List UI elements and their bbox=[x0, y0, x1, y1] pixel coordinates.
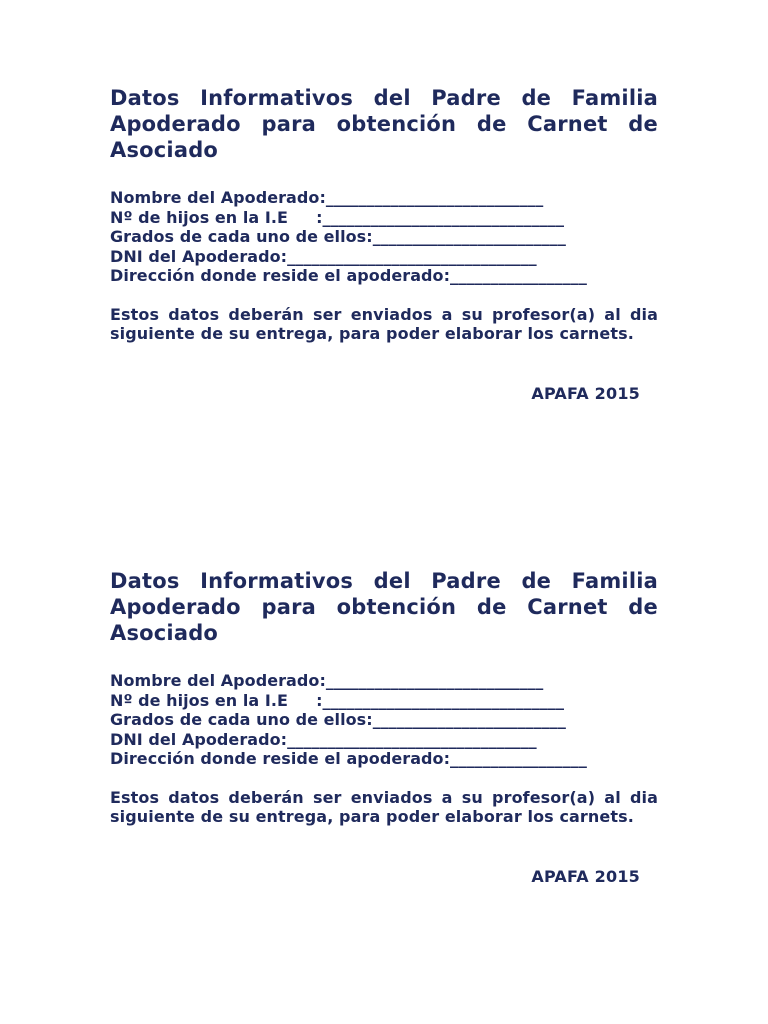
form-title: Datos Informativos del Padre de Familia Apoderado para obtención de Carnet de Asociado bbox=[110, 86, 658, 162]
field-grados: Grados de cada uno de ellos:________________________ bbox=[110, 710, 566, 730]
instructions-note: Estos datos deberán ser enviados a su profesor(a) al dia siguiente de su entrega, para poder elaborar los carnets. bbox=[110, 787, 658, 827]
signature-apafa: APAFA 2015 bbox=[531, 866, 640, 886]
field-nombre-apoderado: Nombre del Apoderado:___________________________ bbox=[110, 671, 544, 690]
field-direccion: Dirección donde reside el apoderado:_________________ bbox=[110, 749, 587, 769]
form-block-1 bbox=[110, 85, 658, 404]
form-title: Datos Informativos del Padre de Familia Apoderado para obtención de Carnet de Asociado bbox=[110, 569, 658, 645]
field-nombre-apoderado: Nombre del Apoderado:___________________________ bbox=[110, 188, 544, 207]
field-numero-hijos: Nº de hijos en la I.E :______________________________ bbox=[110, 207, 565, 227]
form-fields bbox=[110, 671, 658, 769]
field-dni: DNI del Apoderado:_______________________________ bbox=[110, 729, 537, 749]
instructions-note: Estos datos deberán ser enviados a su profesor(a) al dia siguiente de su entrega, para poder elaborar los carnets. bbox=[110, 304, 658, 344]
form-fields bbox=[110, 188, 658, 286]
field-numero-hijos: Nº de hijos en la I.E :______________________________ bbox=[110, 690, 565, 710]
form-block-2 bbox=[110, 568, 658, 887]
field-direccion: Dirección donde reside el apoderado:_________________ bbox=[110, 266, 587, 286]
field-dni: DNI del Apoderado:_______________________________ bbox=[110, 246, 537, 266]
field-grados: Grados de cada uno de ellos:________________________ bbox=[110, 227, 566, 247]
signature-apafa: APAFA 2015 bbox=[531, 383, 640, 403]
